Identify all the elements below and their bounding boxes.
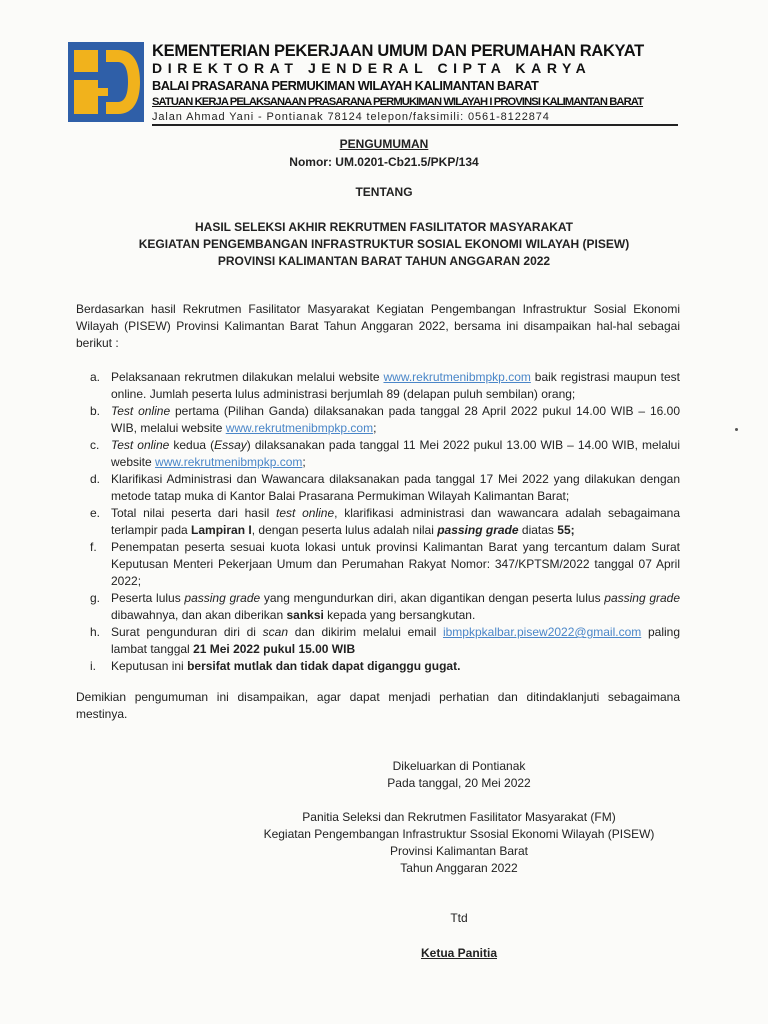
subject-line-2: KEGIATAN PENGEMBANGAN INFRASTRUKTUR SOSIAL EKONOMI WILAYAH (PISEW)	[138, 237, 630, 251]
closing-paragraph: Demikian pengumuman ini disampaikan, agar dapat menjadi perhatian dan ditindaklanjuti sebagaimana mestinya.	[76, 690, 680, 721]
item-text: Test online	[111, 438, 170, 452]
item-text: 55;	[557, 523, 575, 537]
subject-line-3: PROVINSI KALIMANTAN BARAT TAHUN ANGGARAN 2022	[217, 254, 551, 268]
signed-mark: Ttd	[450, 911, 468, 925]
item-text: passing grade	[604, 591, 681, 605]
item-text: baik registrasi maupun test online. Jumlah peserta lulus administrasi berjumlah 89 (delapan puluh sembilan) orang;	[111, 370, 680, 401]
item-text: diatas	[518, 523, 558, 537]
announcement-title: PENGUMUMAN	[339, 137, 429, 151]
list-marker: e.	[90, 506, 101, 520]
item-text: Klarifikasi Administrasi dan Wawancara dilaksanakan pada tanggal 17 Mei 2022 yang dilakukan dengan metode tatap muka di Kantor Balai Prasarana Permukiman Wilayah Kalimantan Barat;	[111, 472, 680, 503]
item-text: sanksi	[286, 608, 324, 622]
website-link[interactable]: www.rekrutmenibmpkp.com	[155, 455, 303, 469]
list-item	[76, 403, 680, 437]
item-text: Pelaksanaan rekrutmen dilakukan melalui website	[111, 370, 384, 384]
item-text: yang mengundurkan diri, akan digantikan dengan peserta lulus	[260, 591, 605, 605]
list-marker: h.	[90, 625, 101, 639]
website-link[interactable]: www.rekrutmenibmpkp.com	[225, 421, 374, 435]
list-item	[76, 437, 680, 471]
scan-speck	[735, 428, 738, 431]
item-text: Total nilai peserta dari hasil	[111, 506, 277, 520]
letterhead-satker: SATUAN KERJA PELAKSANAAN PRASARANA PERMUKIMAN WILAYAH I PROVINSI KALIMANTAN BARAT	[152, 96, 644, 108]
letterhead-directorate: DIREKTORAT JENDERAL CIPTA KARYA	[152, 60, 592, 76]
list-marker: f.	[90, 540, 97, 554]
committee-line-3: Provinsi Kalimantan Barat	[389, 844, 529, 858]
list-marker: b.	[90, 404, 101, 418]
committee-line-2: Kegiatan Pengembangan Infrastruktur Ssosial Ekonomi Wilayah (PISEW)	[263, 827, 655, 841]
item-text: kepada yang bersangkutan.	[323, 608, 476, 622]
item-text: Lampiran I	[191, 523, 252, 537]
list-marker: g.	[90, 591, 101, 605]
item-text: test online	[276, 506, 335, 520]
item-text: pertama (Pilihan Ganda) dilaksanakan pada tanggal 28 April 2022 pukul 14.00 WIB – 16.00 WIB, melalui website	[111, 404, 680, 435]
list-item	[76, 471, 680, 505]
list-item	[76, 505, 680, 539]
item-text: ) dilaksanakan pada tanggal 11 Mei 2022 pukul 13.00 WIB – 14.00 WIB, melalui website	[111, 438, 680, 469]
announcement-number: Nomor: UM.0201-Cb21.5/PKP/134	[289, 155, 479, 169]
item-text: Penempatan peserta sesuai kuota lokasi untuk provinsi Kalimantan Barat yang tercantum dalam Surat Keputusan Menteri Pekerjaan Umum dan Perumahan Rakyat Nomor: 347/KPTSM/2022 tanggal 07 April 2022;	[111, 540, 680, 588]
letterhead-balai: BALAI PRASARANA PERMUKIMAN WILAYAH KALIMANTAN BARAT	[152, 78, 539, 93]
list-item	[76, 590, 680, 624]
issued-date: Pada tanggal, 20 Mei 2022	[387, 776, 531, 790]
announcement-subject	[0, 219, 768, 270]
item-text: dibawahnya, dan akan diberikan	[111, 608, 287, 622]
item-text: passing grade	[184, 591, 261, 605]
item-text: , klarifikasi administrasi dan wawancara adalah sebagaimana terlampir pada	[111, 506, 681, 537]
list-item	[76, 624, 680, 658]
list-marker: a.	[90, 370, 101, 384]
item-text: passing grade	[437, 523, 519, 537]
item-text: dan dikirim melalui email	[288, 625, 443, 639]
item-text: bersifat mutlak dan tidak dapat diganggu gugat.	[187, 659, 461, 673]
committee-line-1: Panitia Seleksi dan Rekrutmen Fasilitator Masyarakat (FM)	[302, 810, 616, 824]
ministry-logo	[68, 42, 144, 122]
list-marker: d.	[90, 472, 101, 486]
list-marker: i.	[90, 659, 96, 673]
item-text: ;	[302, 455, 306, 469]
list-item	[76, 369, 680, 403]
announcement-about: TENTANG	[355, 185, 413, 199]
website-link[interactable]: www.rekrutmenibmpkp.com	[383, 370, 531, 384]
list-marker: c.	[90, 438, 100, 452]
issued-place: Dikeluarkan di Pontianak	[392, 759, 526, 773]
committee-line-4: Tahun Anggaran 2022	[400, 861, 518, 875]
intro-paragraph: Berdasarkan hasil Rekrutmen Fasilitator Masyarakat Kegiatan Pengembangan Infrastruktur Sosial Ekonomi Wilayah (PISEW) Provinsi Kalimantan Barat Tahun Anggaran 2022, bersama ini disampaikan hal-hal sebagai berikut :	[76, 302, 680, 350]
list-item	[76, 658, 680, 675]
item-text: Surat pengunduran diri di	[111, 625, 263, 639]
item-text: , dengan peserta lulus adalah nilai	[251, 523, 438, 537]
email-link[interactable]: ibmpkpkalbar.pisew2022@gmail.com	[442, 625, 642, 639]
item-text: Keputusan ini	[111, 659, 188, 673]
letterhead-divider	[152, 124, 678, 126]
item-text: 21 Mei 2022 pukul 15.00 WIB	[193, 642, 356, 656]
item-text: paling lambat tanggal	[111, 625, 680, 656]
letterhead	[68, 42, 678, 124]
item-text: kedua (	[169, 438, 215, 452]
letterhead-ministry: KEMENTERIAN PEKERJAAN UMUM DAN PERUMAHAN RAKYAT	[152, 42, 644, 60]
item-text: Test online	[111, 404, 171, 418]
committee-chair: Ketua Panitia	[420, 946, 498, 960]
list-item	[76, 539, 680, 590]
item-text: Peserta lulus	[111, 591, 185, 605]
letterhead-address: Jalan Ahmad Yani - Pontianak 78124 telepon/faksimili: 0561-8122874	[152, 111, 550, 123]
item-text: ;	[373, 421, 377, 435]
subject-line-1: HASIL SELEKSI AKHIR REKRUTMEN FASILITATOR MASYARAKAT	[194, 220, 574, 234]
announcement-list	[76, 369, 680, 675]
item-text: Essay	[214, 438, 247, 452]
item-text: scan	[262, 625, 288, 639]
